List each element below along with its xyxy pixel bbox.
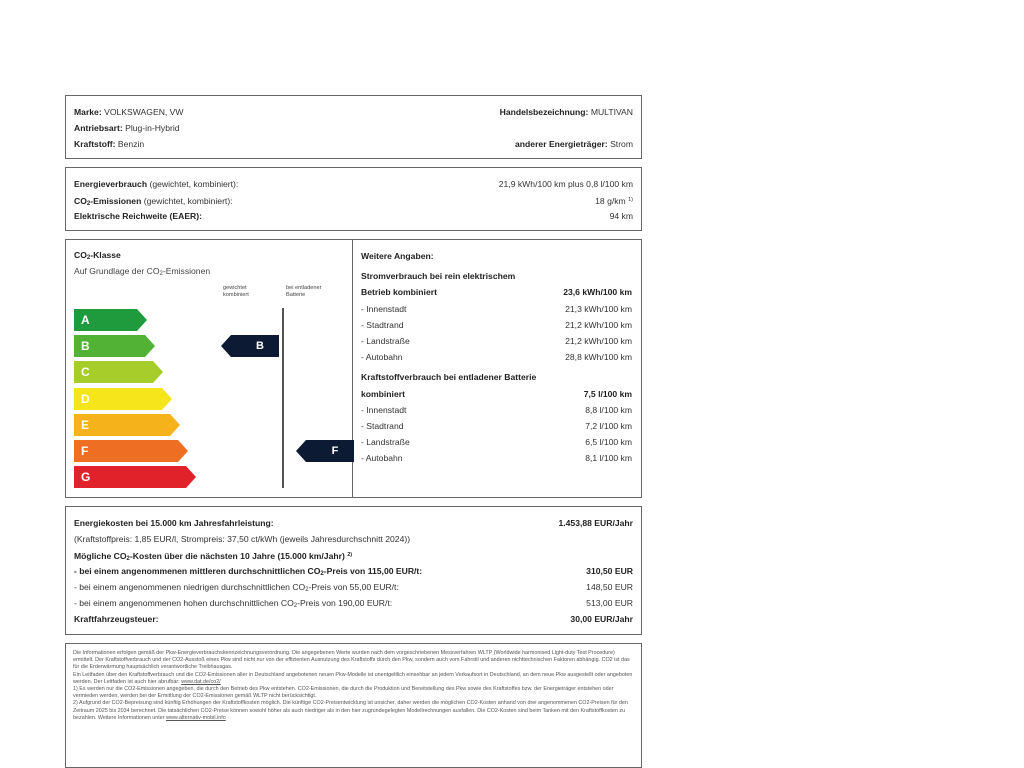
kraft-value: 6,5 l/100 km — [585, 437, 632, 448]
alternativ-mobil-link[interactable]: www.alternativ-mobil.info — [166, 714, 226, 721]
antrieb-label: Antriebsart: — [74, 123, 123, 133]
co2-class-bar-f: F — [74, 440, 178, 462]
kraft-list — [361, 402, 632, 467]
kraft-label: - Stadtrand — [361, 420, 404, 431]
row-reichweite — [74, 208, 633, 224]
kraft-value: 8,1 l/100 km — [585, 453, 632, 464]
footnote-1: 1) Es werden nur die CO2-Emissionen angegeben, die durch den Betrieb des Pkw entstehen. CO2-Emissionen, die durch die Produktion und Bereitstellung des Pkw sowie des Kraftstoffes bzw. der Energieträger entstehen oder vermieden werden, werden bei der Ermittlung der CO2-Emissionen gemäß WLTP nicht berücksichtigt. — [73, 686, 614, 700]
strom-row — [361, 317, 632, 333]
energietraeger-value: Strom — [610, 139, 633, 149]
discharged-class-marker: F — [306, 440, 354, 462]
co2-kosten-niedrig-row: - bei einem angenommenen niedrigen durchschnittlichen $CO_2$-Preis von 55,00 EUR/t: 148,50 EUR — [74, 582, 633, 593]
strom-label: - Autobahn — [361, 352, 403, 363]
row-antrieb — [74, 120, 633, 136]
strom-label: - Landstraße — [361, 335, 410, 346]
kraft-row — [361, 450, 632, 466]
footnote-intro: Die Informationen erfolgen gemäß der Pkw-Energieverbrauchskennzeichnungsverordnung. Die angegebenen Werte wurden nach dem vorgeschriebenen Messverfahren WLTP (Worldwide harmonised Light-duty Test Procedure) ermittelt. Der Kraftstoffverbrauch und der CO2-Ausstoß eines Pkw sind nicht nur von der effizienten Ausnutzung des Kraftstoffs durch den Pkw, sondern auch vom Fahrstil und anderen nichttechnischen Faktoren abhängig. CO2 ist das für die Erderwärmung hauptsächlich verantwortliche Treibhausgas. — [73, 650, 630, 671]
co2-class-box — [65, 239, 642, 498]
co2-kosten-hoch-row: - bei einem angenommenen hohen durchschnittlichen $CO_2$-Preis von 190,00 EUR/t: 513,00 EUR — [74, 598, 633, 609]
costs-box — [65, 506, 642, 635]
kfz-steuer-row: Kraftfahrzeugsteuer: 30,00 EUR/Jahr — [74, 614, 633, 624]
strom-value: 28,8 kWh/100 km — [565, 352, 632, 363]
reichweite-label: Elektrische Reichweite (EAER): — [74, 211, 202, 221]
co2-class-bar-a: A — [74, 309, 137, 331]
footnote-2: 2) Aufgrund der CO2-Bepreisung sind künftig Erhöhungen der Kraftstoffkosten möglich. Die künftige CO2-Preisentwicklung ist unsicher, daher werden die möglichen CO2-Kosten anhand von drei angenommenen CO2-Preisen für den Zeitraum 2025 bis 2034 berechnet. Die tatsächlichen CO2-Preise können sowohl höher als auch niedriger als in den hier zugrundegelegten Modellrechnungen ausfallen. Die CO2-Kosten sind beim Tanken mit den Kraftstoffkosten zu bezahlen. Weitere Informationen unter www.alternativ-mobil.info — [73, 700, 628, 721]
kraft-combined-row: kombiniert 7,5 l/100 km — [361, 388, 632, 399]
vehicle-info-box — [65, 95, 642, 159]
energietraeger-label: anderer Energieträger: — [515, 139, 608, 149]
verbrauch-value: 21,9 kWh/100 km plus 0,8 l/100 km — [498, 179, 633, 189]
kraft-row — [361, 434, 632, 450]
co2-class-bar-c: C — [74, 361, 153, 383]
row-marke — [74, 104, 633, 120]
kraft-label: - Autobahn — [361, 453, 403, 464]
marke-value: VOLKSWAGEN, VW — [104, 107, 184, 117]
verbrauch-label: Energieverbrauch — [74, 179, 148, 189]
co2-suffix: (gewichtet, kombiniert): — [143, 196, 233, 206]
reichweite-value: 94 km — [609, 211, 633, 221]
row-energieverbrauch — [74, 176, 633, 192]
details-panel — [353, 240, 640, 497]
kraft-label: - Landstraße — [361, 437, 410, 448]
footnotes-box — [65, 643, 642, 768]
column-divider — [282, 308, 284, 488]
kraft-row — [361, 418, 632, 434]
kraft-label: - Innenstadt — [361, 404, 407, 415]
co2-kosten-mittel-row: - bei einem angenommenen mittleren durchschnittlichen $CO_2$-Preis von 115,00 EUR/t: 310,50 EUR — [74, 566, 633, 577]
kraftstoff-label: Kraftstoff: — [74, 139, 116, 149]
dat-link[interactable]: www.dat.de/co2/ — [181, 678, 221, 685]
kraftstoff-value: Benzin — [117, 139, 145, 149]
antrieb-value: Plug-in-Hybrid — [125, 123, 180, 133]
kraft-heading: Kraftstoffverbrauch bei entladener Batterie — [361, 372, 537, 383]
preise-row: (Kraftstoffpreis: 1,85 EUR/l, Strompreis: 37,50 ct/kWh (jeweils Jahresdurchschnitt 2024)) — [74, 534, 411, 544]
energiekosten-row: Energiekosten bei 15.000 km Jahresfahrleistung: 1.453,88 EUR/Jahr — [74, 518, 633, 528]
co2-class-title: $CO_2$-Klasse — [74, 250, 121, 261]
handel-label: Handelsbezeichnung: — [499, 107, 589, 117]
co2-footnote-ref: 1) — [628, 197, 633, 203]
strom-row — [361, 333, 632, 349]
weighted-class-marker: B — [231, 335, 279, 357]
co2-class-bar-d: D — [74, 388, 162, 410]
kraft-value: 8,8 l/100 km — [585, 404, 632, 415]
strom-list — [361, 301, 632, 366]
row-co2: $CO_2$-Emissionen (gewichtet, kombiniert): 18 g/km $^{1)}$ — [74, 196, 633, 207]
strom-combined-row: Betrieb kombiniert 23,6 kWh/100 km — [361, 287, 632, 298]
strom-heading: Stromverbrauch bei rein elektrischem — [361, 271, 516, 282]
details-title: Weitere Angaben: — [361, 251, 434, 261]
co2-class-subtitle: Auf Grundlage der $CO_2$-Emissionen — [74, 266, 211, 277]
row-kraftstoff — [74, 136, 633, 152]
co2-label-a: CO — [74, 196, 87, 206]
co2-class-bar-b: B — [74, 335, 145, 357]
marke-label: Marke: — [74, 107, 102, 117]
kraft-row — [361, 402, 632, 418]
co2-class-bar-g: G — [74, 466, 186, 488]
co2-kosten-heading: Mögliche $CO_2$-Kosten über die nächsten 10 Jahre (15.000 km/Jahr) $^{2)}$ — [74, 551, 353, 562]
handel-value: MULTIVAN — [590, 107, 633, 117]
column-head-weighted: gewichtet kombiniert — [223, 285, 249, 298]
kraft-value: 7,2 l/100 km — [585, 420, 632, 431]
strom-row — [361, 349, 632, 365]
footnote-leitfaden: Ein Leitfaden über den Kraftstoffverbrauch und die CO2-Emissionen aller in Deutschland angebotenen neuen Pkw-Modelle ist unentgeltlich einsehbar an jedem Verkaufsort in Deutschland, an dem neue Pkw ausgestellt oder angeboten werden. Der Leitfaden ist auch hier abrufbar: www.dat.de/co2/ — [73, 671, 633, 685]
strom-label: - Innenstadt — [361, 303, 407, 314]
strom-value: 21,3 kWh/100 km — [565, 303, 632, 314]
strom-value: 21,2 kWh/100 km — [565, 335, 632, 346]
consumption-box — [65, 167, 642, 231]
co2-value: 18 g/km — [595, 196, 626, 206]
co2-class-bar-e: E — [74, 414, 170, 436]
strom-label: - Stadtrand — [361, 319, 404, 330]
co2-class-panel — [66, 240, 353, 497]
co2-label-b: -Emissionen — [90, 196, 142, 206]
strom-row — [361, 301, 632, 317]
column-head-discharged: bei entladener Batterie — [286, 285, 322, 298]
verbrauch-suffix: (gewichtet, kombiniert): — [149, 179, 239, 189]
strom-value: 21,2 kWh/100 km — [565, 319, 632, 330]
